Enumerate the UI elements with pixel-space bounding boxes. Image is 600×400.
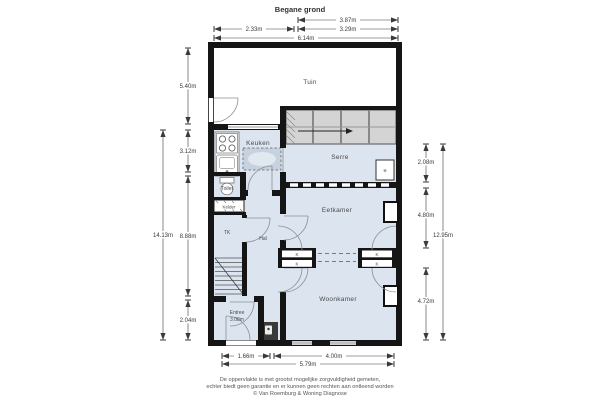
svg-text:2.33m: 2.33m [245, 27, 263, 34]
dim-top-left-width [214, 25, 294, 33]
room-label-eetkamer: Eetkamer [321, 207, 353, 214]
ventilation-unit [376, 160, 394, 180]
eetkamer-chimney [384, 202, 398, 222]
svg-text:4.00m: 4.00m [325, 354, 343, 361]
dim-left-tuin-depth [175, 48, 201, 124]
svg-text:4.72m: 4.72m [417, 299, 435, 306]
skylight-sheen [248, 152, 276, 166]
meter-cabinet [262, 322, 278, 340]
svg-text:14.13m: 14.13m [152, 233, 174, 240]
closet-label-1: K [295, 252, 299, 257]
svg-text:12.95m: 12.95m [432, 233, 454, 240]
tuin-gate-door [214, 98, 238, 122]
room-label-serre: Serre [331, 154, 349, 161]
svg-text:5.79m: 5.79m [299, 362, 317, 369]
page-title: Begane grond [274, 5, 326, 14]
svg-text:6.14m: 6.14m [297, 36, 315, 43]
footer-disclaimer-line2: echter biedt geen garantie en er kunnen geen rechten aan ontleend worden [206, 384, 394, 390]
dim-left-keuken-depth [175, 130, 201, 172]
kitchen-counter [215, 132, 239, 176]
svg-text:2.04m: 2.04m [179, 318, 197, 325]
closet-label-3: K [375, 252, 379, 257]
serre-glass-roof [286, 110, 396, 144]
dim-top-right-width [298, 25, 398, 33]
dim-bottom-woonkamer-width [274, 352, 394, 360]
footer-copyright: © Van Roemburg & Woning Diagnose [253, 391, 347, 397]
front-door-opening [226, 341, 256, 346]
room-label-tk: TK [223, 230, 231, 236]
svg-text:3.12m: 3.12m [179, 149, 197, 156]
footer-disclaimer-line1: De oppervlakte is met grootst mogelijke zorgvuldigheid gemeten, [219, 377, 381, 383]
room-label-woonkamer: Woonkamer [319, 296, 357, 303]
svg-text:3.87m: 3.87m [339, 18, 357, 25]
woonkamer-chimney [384, 286, 398, 306]
room-label-toilet: Toilet [221, 186, 233, 192]
closet-label-4: K [375, 261, 379, 267]
room-size-entree: 3.08m [230, 317, 244, 323]
svg-text:8.88m: 8.88m [179, 234, 197, 241]
closet-label-2: K [295, 261, 299, 267]
dim-left-entree-depth [175, 300, 201, 340]
dim-bottom-entree-width [222, 352, 270, 360]
dim-right-serre-depth [413, 144, 439, 182]
dim-bottom-total-width [222, 360, 394, 368]
dim-right-total-depth [428, 144, 458, 340]
dim-left-total-depth [148, 130, 178, 340]
svg-text:3.29m: 3.29m [339, 27, 357, 34]
room-label-keuken: Keuken [246, 140, 270, 147]
room-label-hal: Hal [259, 236, 267, 242]
dim-top-total-width [214, 34, 398, 42]
dim-right-woonkamer-depth [413, 268, 439, 340]
svg-text:1.66m: 1.66m [237, 354, 255, 361]
vent-icon: ✳ [382, 168, 388, 175]
room-label-kelder: Kelder [222, 204, 236, 210]
svg-text:5.40m: 5.40m [179, 84, 197, 91]
svg-text:2.08m: 2.08m [417, 160, 435, 167]
room-label-tuin: Tuin [303, 79, 317, 86]
dim-top-serre-width [298, 16, 398, 24]
tuin-gate-opening [209, 98, 213, 122]
svg-text:4.80m: 4.80m [417, 213, 435, 220]
dim-left-mid-depth [175, 176, 201, 296]
room-label-entree: Entree [229, 310, 245, 316]
